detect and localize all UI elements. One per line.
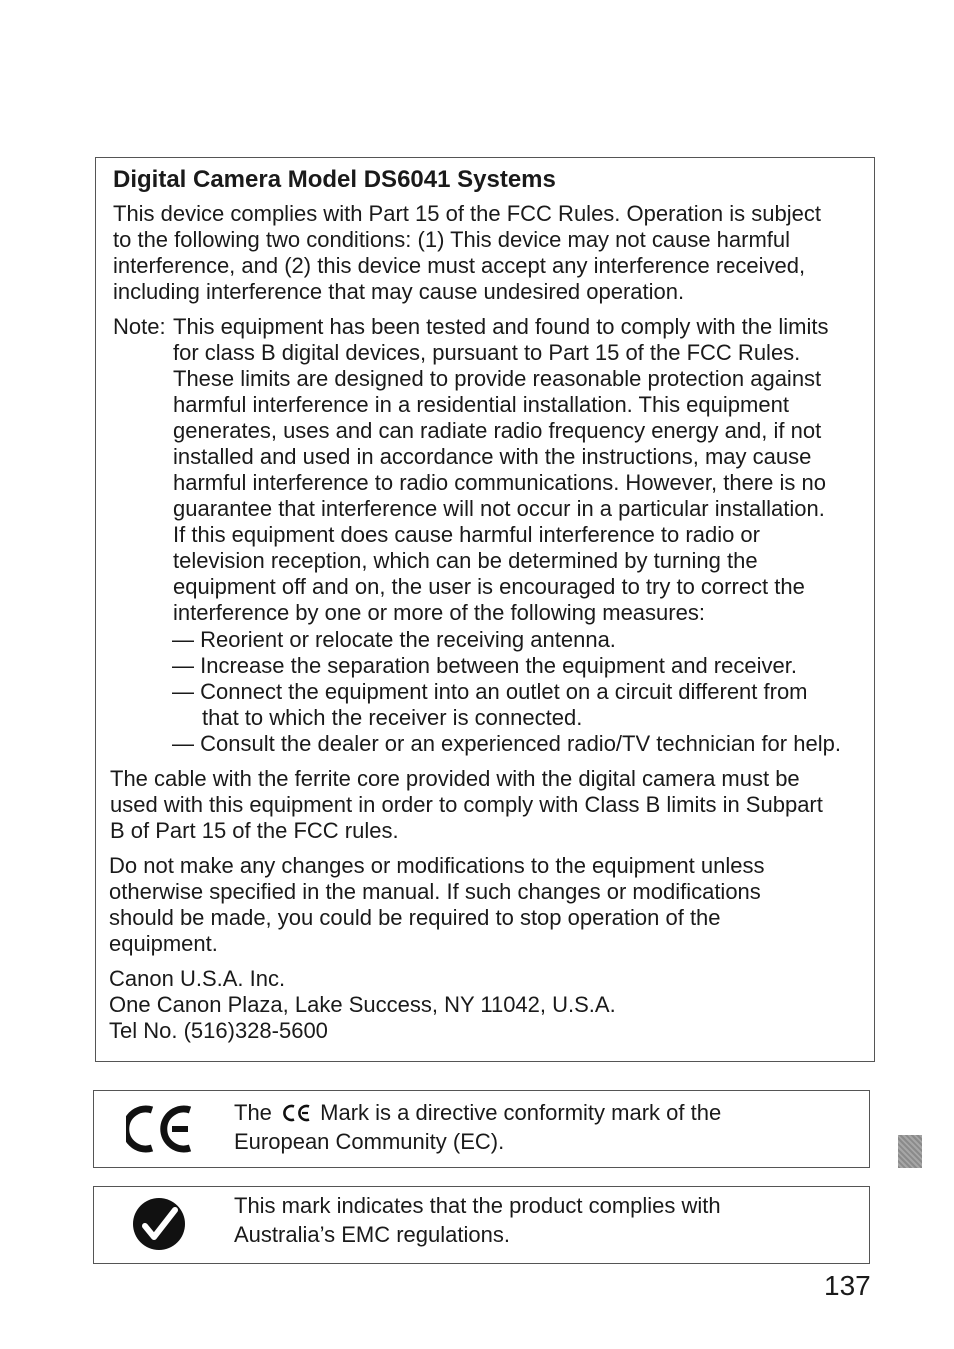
intro-line: This device complies with Part 15 of the FCC Rules. Operation is subject — [113, 201, 821, 226]
note-line: guarantee that interference will not occur in a particular installation. — [173, 496, 825, 521]
section-tab-marker — [898, 1135, 922, 1168]
measure-item: — Reorient or relocate the receiving antenna. — [172, 627, 616, 652]
page-number: 137 — [824, 1270, 871, 1301]
ce-mark-text — [234, 1100, 721, 1126]
note-line: harmful interference to radio communications. However, there is no — [173, 470, 826, 495]
ce-text-after: Mark is a directive conformity mark of the — [320, 1100, 722, 1125]
changes-line: equipment. — [109, 931, 218, 956]
note-line: equipment off and on, the user is encouraged to try to correct the — [173, 574, 805, 599]
c-tick-text-line: This mark indicates that the product complies with — [234, 1193, 721, 1218]
note-line: These limits are designed to provide reasonable protection against — [173, 366, 822, 391]
note-line: This equipment has been tested and found to comply with the limits — [173, 314, 829, 339]
address-line: Tel No. (516)328-5600 — [109, 1018, 328, 1043]
intro-line: interference, and (2) this device must accept any interference received, — [113, 253, 806, 278]
note-label: Note: — [113, 314, 166, 339]
changes-line: Do not make any changes or modifications to the equipment unless — [109, 853, 765, 878]
c-tick-text-line: Australia’s EMC regulations. — [234, 1222, 510, 1247]
note-line: television reception, which can be determined by turning the — [173, 548, 758, 573]
ce-text-before: The — [234, 1100, 272, 1125]
cable-line: The cable with the ferrite core provided with the digital camera must be — [110, 766, 800, 791]
measure-item: — Increase the separation between the equipment and receiver. — [172, 653, 797, 678]
intro-line: including interference that may cause undesired operation. — [113, 279, 685, 304]
ce-inline-icon — [282, 1104, 312, 1122]
address-line: Canon U.S.A. Inc. — [109, 966, 286, 991]
note-line: for class B digital devices, pursuant to Part 15 of the FCC Rules. — [173, 340, 801, 365]
measure-item: — Consult the dealer or an experienced radio/TV technician for help. — [172, 731, 841, 756]
changes-line: otherwise specified in the manual. If such changes or modifications — [109, 879, 761, 904]
note-line: harmful interference in a residential installation. This equipment — [173, 392, 789, 417]
measure-item-continued: that to which the receiver is connected. — [202, 705, 583, 730]
changes-line: should be made, you could be required to stop operation of the — [109, 905, 721, 930]
cable-line: B of Part 15 of the FCC rules. — [110, 818, 399, 843]
ce-mark-icon — [126, 1104, 194, 1154]
note-line: If this equipment does cause harmful interference to radio or — [173, 522, 760, 547]
intro-line: to the following two conditions: (1) This device may not cause harmful — [113, 227, 791, 252]
note-line: interference by one or more of the following measures: — [173, 600, 705, 625]
ce-mark-text-line2: European Community (EC). — [234, 1129, 505, 1154]
cable-line: used with this equipment in order to comply with Class B limits in Subpart — [110, 792, 823, 817]
note-line: installed and used in accordance with the instructions, may cause — [173, 444, 812, 469]
fcc-section-title: Digital Camera Model DS6041 Systems — [113, 166, 556, 193]
measure-item: — Connect the equipment into an outlet on a circuit different from — [172, 679, 808, 704]
c-tick-mark-icon — [131, 1196, 187, 1252]
address-line: One Canon Plaza, Lake Success, NY 11042, U.S.A. — [109, 992, 616, 1017]
note-line: generates, uses and can radiate radio frequency energy and, if not — [173, 418, 822, 443]
